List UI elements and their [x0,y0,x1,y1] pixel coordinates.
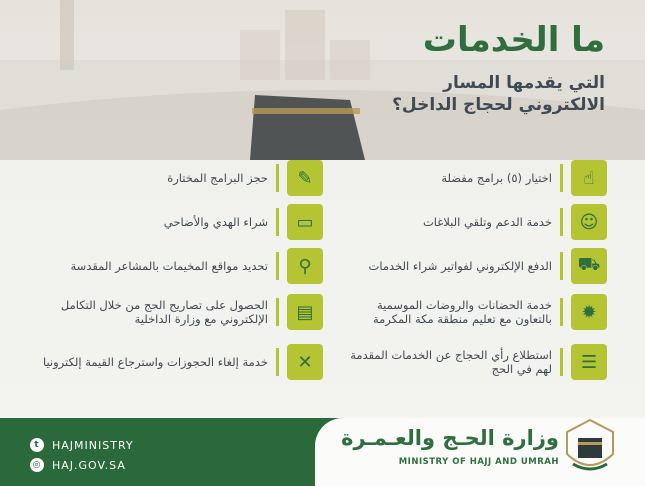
survey-icon: ☰ [571,344,607,380]
cancel-ticket-icon: ✕ [287,344,323,380]
service-item-support: ☺ خدمة الدعم وتلقي البلاغات [352,204,607,240]
service-item-sacrifice: ▭ شراء الهدي والأضاحي [28,204,323,240]
hand-tap-icon: ☝ [571,160,607,196]
ministry-logo-english: MINISTRY OF HAJJ AND UMRAH [398,457,559,467]
service-item-payment: ⛟ الدفع الإلكتروني لفواتير شراء الخدمات [342,248,607,284]
service-item-camps: ⚲ تحديد مواقع المخيمات بالمشاعر المقدسة [28,248,323,284]
card-purchase-icon: ▭ [287,204,323,240]
page-subtitle: التي يقدمها المسار الالكتروني لحجاج الداخل؟ [392,73,605,115]
ministry-logo-arabic: وزارة الحـج والعـمـرة [341,426,559,450]
service-item-permits: ▤ الحصول على تصاريح الحج من خلال التكامل الإلكتروني مع وزارة الداخلية [28,294,323,330]
support-agent-icon: ☺ [571,204,607,240]
location-pin-icon: ⚲ [287,248,323,284]
service-item-nurseries: ✹ خدمة الحضانات والروضات الموسمية بالتعاون مع تعليم منطقة مكة المكرمة [337,294,607,330]
service-item-survey: ☰ استطلاع رأي الحجاج عن الخدمات المقدمة لهم في الحج [337,344,607,380]
service-item-cancel: ✕ خدمة إلغاء الحجوزات واسترجاع القيمة إلكترونيا [28,344,323,380]
service-item-booking: ✎ حجز البرامج المختارة [28,160,323,196]
twitter-link[interactable]: t HAJMINISTRY [30,438,134,452]
cart-payment-icon: ⛟ [571,248,607,284]
twitter-icon: t [30,438,44,452]
permit-icon: ▤ [287,294,323,330]
booking-icon: ✎ [287,160,323,196]
idea-bulb-icon: ✹ [571,294,607,330]
ministry-emblem-icon [563,418,617,478]
page-title: ما الخدمات [422,20,605,60]
service-item-favorites: ☝ اختيار (٥) برامج مفضلة [352,160,607,196]
website-link[interactable]: ◎ HAJ.GOV.SA [30,458,126,472]
globe-icon: ◎ [30,458,44,472]
